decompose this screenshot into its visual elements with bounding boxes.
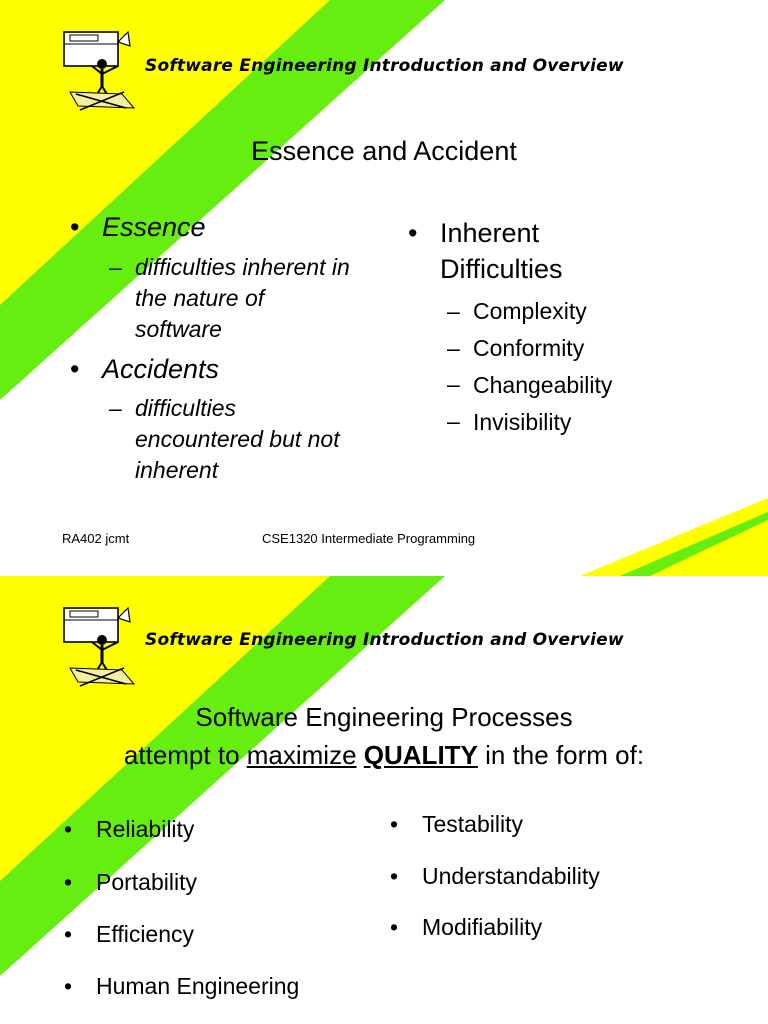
bullet-glyph: • <box>64 816 73 842</box>
footer-center: CSE1320 Intermediate Programming <box>262 531 476 546</box>
bullet-essence-label: Essence <box>102 212 206 242</box>
dash-glyph: – <box>447 335 460 361</box>
title-space <box>357 740 364 770</box>
quality-item-label: Human Engineering <box>96 973 300 999</box>
bullet-accidents-label: Accidents <box>102 354 220 384</box>
bullet-glyph: • <box>390 914 399 940</box>
quality-item-label: Understandability <box>422 863 600 889</box>
essence-line-1: difficulties inherent in <box>135 254 350 280</box>
quality-item-label: Modifiability <box>422 914 543 940</box>
footer-left: RA402 jcmt <box>62 531 130 546</box>
bullet-glyph: • <box>390 811 399 837</box>
bullet-glyph: • <box>70 212 80 242</box>
bullet-glyph: • <box>64 869 73 895</box>
dash-glyph: – <box>447 408 460 434</box>
dash-glyph: – <box>109 395 122 421</box>
dash-glyph: – <box>447 298 460 324</box>
bullet-glyph: • <box>408 218 418 248</box>
slide-quality <box>0 576 768 1024</box>
bullet-glyph: • <box>64 921 73 947</box>
accidents-line-2: encountered but not <box>135 426 340 452</box>
slide-title: Essence and Accident <box>251 136 517 166</box>
title-suffix: in the form of: <box>477 740 645 770</box>
quality-item-label: Efficiency <box>96 921 195 947</box>
difficulty-conformity: Conformity <box>473 335 585 361</box>
presenter-at-board-icon <box>62 30 138 112</box>
difficulty-complexity: Complexity <box>473 298 587 324</box>
presenter-at-board-icon <box>62 606 138 688</box>
bullet-glyph: • <box>390 863 399 889</box>
quality-item-label: Portability <box>96 869 197 895</box>
difficulty-invisibility: Invisibility <box>473 409 572 435</box>
difficulty-changeability: Changeability <box>473 372 613 398</box>
title-quality: QUALITY <box>363 740 478 770</box>
essence-line-3: software <box>135 316 222 342</box>
title-maximize: maximize <box>246 740 357 770</box>
quality-item-label: Testability <box>422 811 523 837</box>
essence-line-2: the nature of <box>135 285 265 311</box>
bullet-glyph: • <box>64 973 73 999</box>
accidents-line-1: difficulties <box>135 395 236 421</box>
quality-title-line-1: Software Engineering Processes <box>195 702 573 732</box>
slide-header: Software Engineering Introduction and Overview <box>145 56 624 76</box>
quality-title-line-2 <box>0 740 768 771</box>
inherent-difficulties-line-1: Inherent <box>440 218 540 248</box>
dash-glyph: – <box>109 254 122 280</box>
dash-glyph: – <box>447 371 460 397</box>
inherent-difficulties-line-2: Difficulties <box>440 254 563 284</box>
accidents-line-3: inherent <box>135 457 219 483</box>
quality-item-label: Reliability <box>96 816 195 842</box>
bullet-glyph: • <box>70 354 80 384</box>
slide-header: Software Engineering Introduction and Overview <box>145 630 624 650</box>
title-prefix: attempt to <box>123 740 247 770</box>
